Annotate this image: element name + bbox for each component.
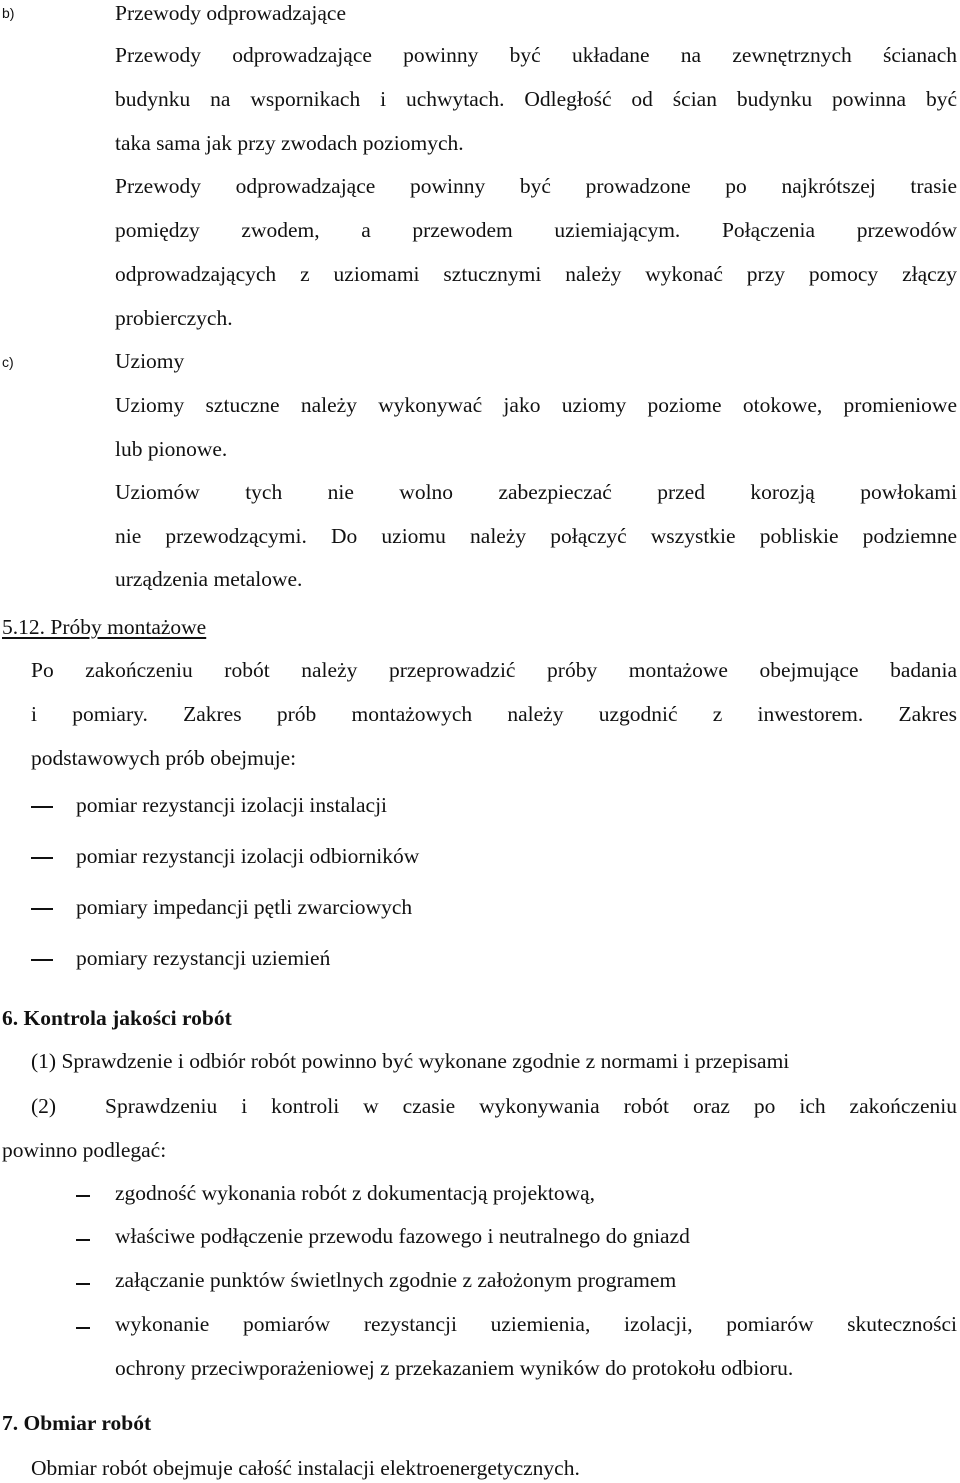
list-item: wykonanie pomiarów rezystancji uziemienia, izolacji, pomiarów skuteczności bbox=[115, 1312, 957, 1336]
dash-bullet-icon bbox=[31, 857, 53, 859]
paragraph-line: powinno podlegać: bbox=[2, 1138, 167, 1162]
paragraph-line: Po zakończeniu robót należy przeprowadzić próby montażowe obejmujące badania bbox=[31, 658, 957, 682]
section-heading-7: 7. Obmiar robót bbox=[2, 1411, 152, 1435]
paragraph-line: (1) Sprawdzenie i odbiór robót powinno być wykonane zgodnie z normami i przepisami bbox=[31, 1049, 790, 1073]
paragraph-line: taka sama jak przy zwodach poziomych. bbox=[115, 131, 464, 155]
list-marker-c: c) bbox=[2, 354, 14, 370]
list-item: właściwe podłączenie przewodu fazowego i neutralnego do gniazd bbox=[115, 1224, 690, 1248]
paragraph-line: i pomiary. Zakres prób montażowych należy uzgodnić z inwestorem. Zakres bbox=[31, 702, 957, 726]
dash-bullet-icon bbox=[76, 1195, 90, 1197]
paragraph-line: Uziomy sztuczne należy wykonywać jako uziomy poziome otokowe, promieniowe bbox=[115, 393, 957, 417]
list-item: pomiary impedancji pętli zwarciowych bbox=[76, 895, 413, 919]
section-heading-6: 6. Kontrola jakości robót bbox=[2, 1006, 232, 1030]
list-item-continuation: ochrony przeciwporażeniowej z przekazaniem wyników do protokołu odbioru. bbox=[115, 1356, 794, 1380]
paragraph-line: Sprawdzeniu i kontroli w czasie wykonywania robót oraz po ich zakończeniu bbox=[105, 1094, 957, 1118]
paragraph-line: odprowadzających z uziomami sztucznymi należy wykonać przy pomocy złączy bbox=[115, 262, 957, 286]
paragraph-line: Przewody odprowadzające powinny być prowadzone po najkrótszej trasie bbox=[115, 174, 957, 198]
paragraph-line: Uziomów tych nie wolno zabezpieczać przed korozją powłokami bbox=[115, 480, 957, 504]
subsection-heading-b: Przewody odprowadzające bbox=[115, 1, 347, 25]
list-item: zgodność wykonania robót z dokumentacją projektową, bbox=[115, 1181, 596, 1205]
paragraph-line: probierczych. bbox=[115, 306, 233, 330]
list-item: pomiar rezystancji izolacji instalacji bbox=[76, 793, 388, 817]
paragraph-line: pomiędzy zwodem, a przewodem uziemiającym. Połączenia przewodów bbox=[115, 218, 957, 242]
paragraph-line: nie przewodzącymi. Do uziomu należy połączyć wszystkie pobliskie podziemne bbox=[115, 524, 957, 548]
dash-bullet-icon bbox=[76, 1239, 90, 1241]
dash-bullet-icon bbox=[31, 908, 53, 910]
paragraph-line: urządzenia metalowe. bbox=[115, 567, 303, 591]
paragraph-number: (2) bbox=[31, 1094, 57, 1118]
list-item: pomiary rezystancji uziemień bbox=[76, 946, 331, 970]
list-marker-b: b) bbox=[2, 5, 15, 21]
paragraph-line: Przewody odprowadzające powinny być układane na zewnętrznych ścianach bbox=[115, 43, 957, 67]
list-item: załączanie punktów świetlnych zgodnie z założonym programem bbox=[115, 1268, 677, 1292]
dash-bullet-icon bbox=[31, 959, 53, 961]
dash-bullet-icon bbox=[31, 806, 53, 808]
dash-bullet-icon bbox=[76, 1283, 90, 1285]
dash-bullet-icon bbox=[76, 1327, 90, 1329]
paragraph-line: podstawowych prób obejmuje: bbox=[31, 746, 297, 770]
list-item: pomiar rezystancji izolacji odbiorników bbox=[76, 844, 420, 868]
paragraph-line: lub pionowe. bbox=[115, 437, 228, 461]
section-heading-5-12: 5.12. Próby montażowe bbox=[2, 615, 207, 639]
subsection-heading-c: Uziomy bbox=[115, 349, 185, 373]
paragraph-line: Obmiar robót obejmuje całość instalacji elektroenergetycznych. bbox=[31, 1456, 580, 1480]
paragraph-line: budynku na wspornikach i uchwytach. Odległość od ścian budynku powinna być bbox=[115, 87, 957, 111]
